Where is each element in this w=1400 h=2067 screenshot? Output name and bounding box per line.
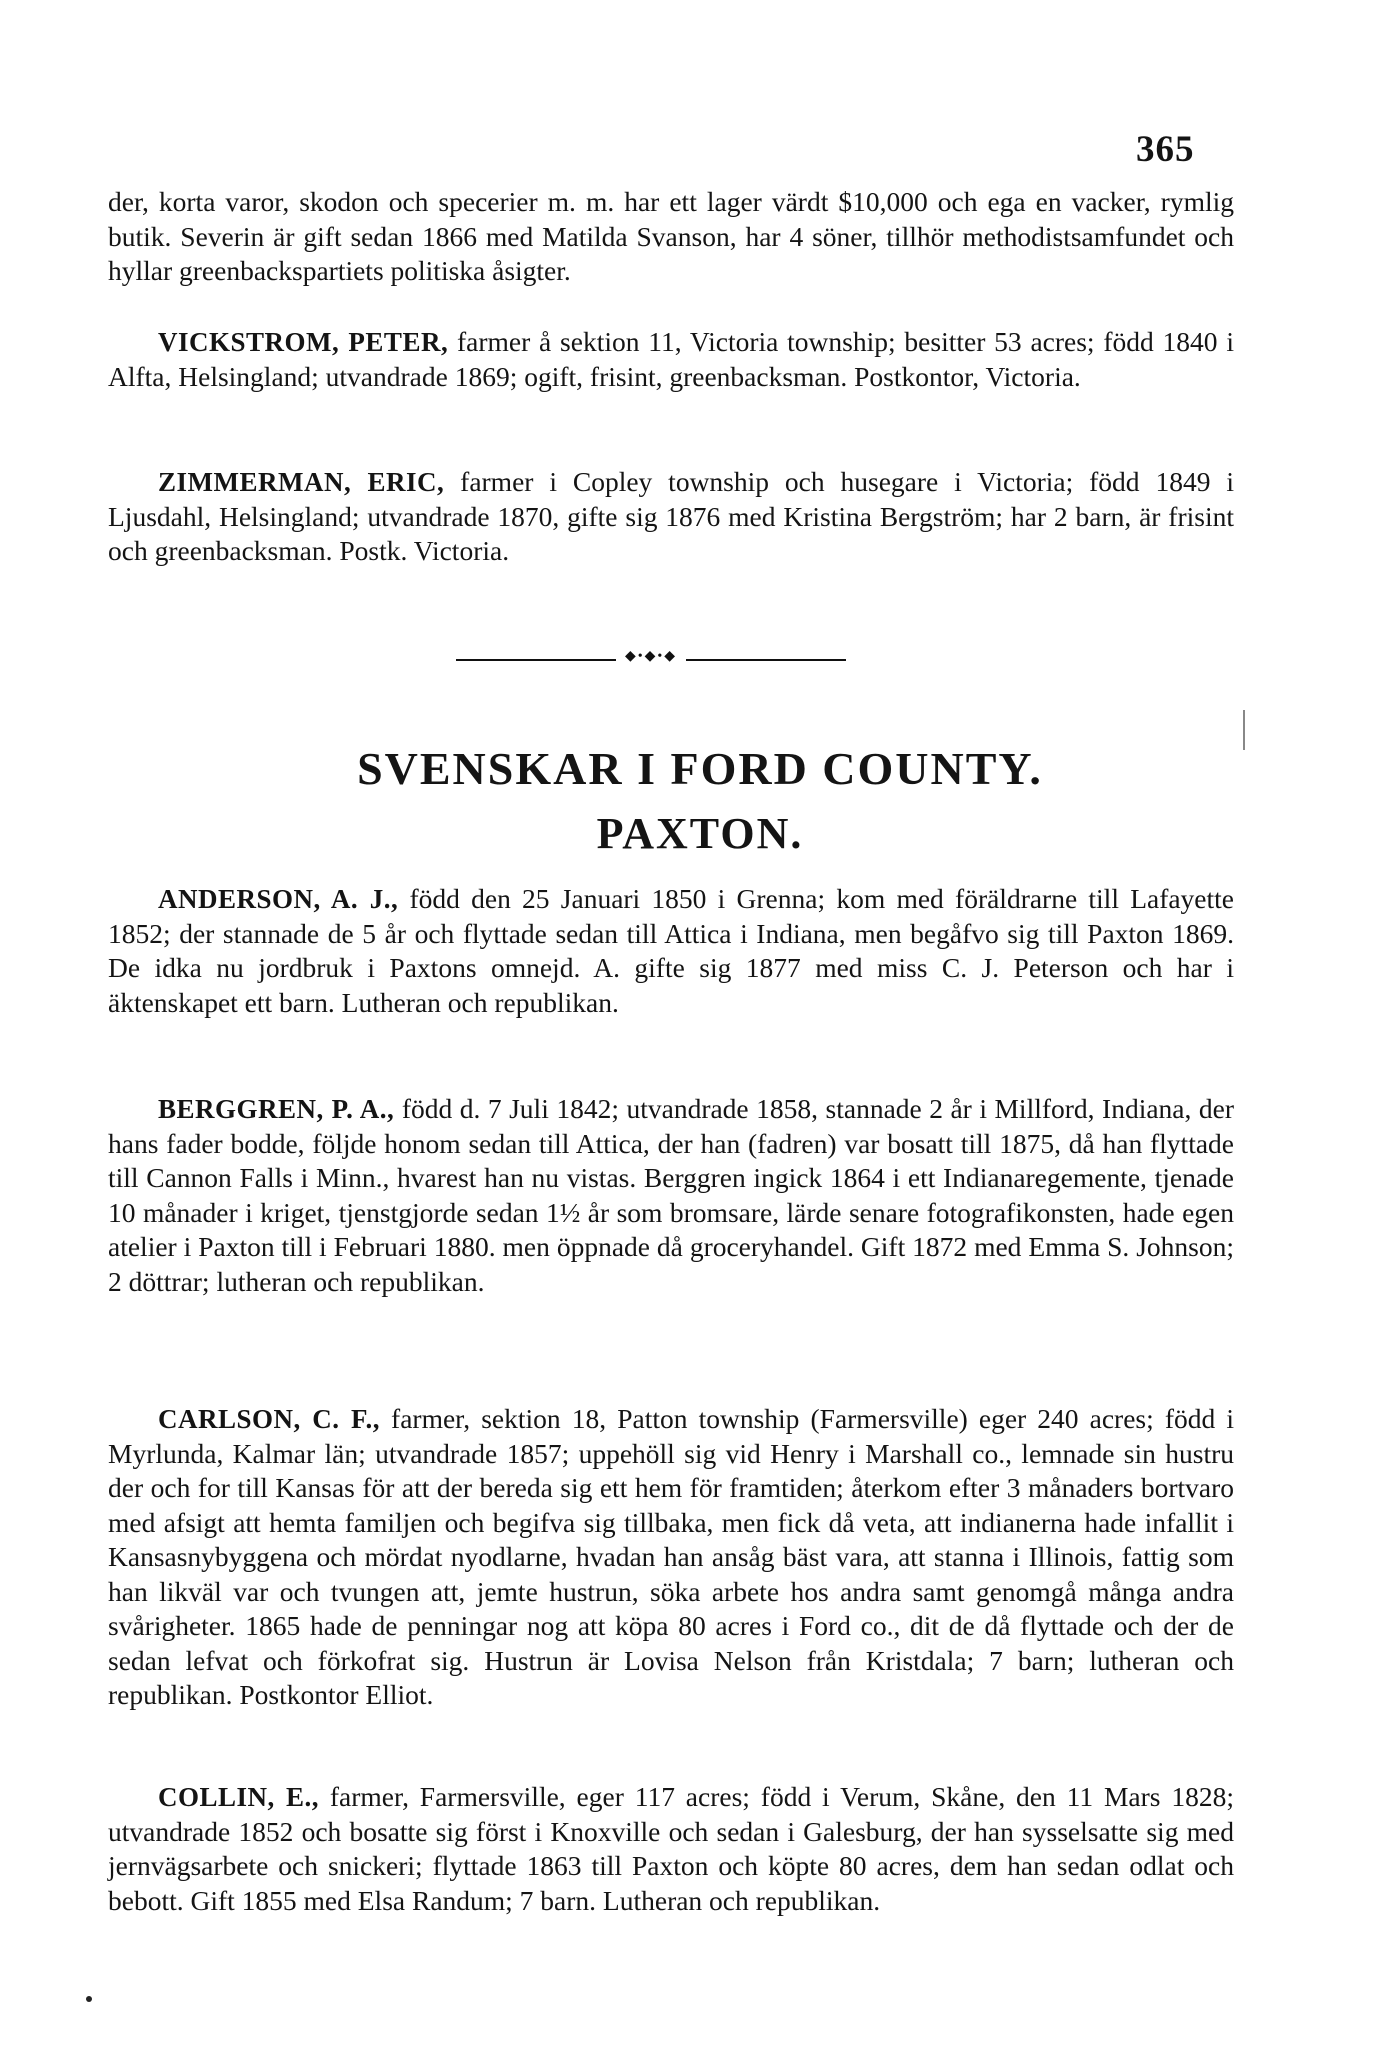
entry-name: ANDERSON, A. J., xyxy=(158,884,399,914)
continuation-paragraph: der, korta varor, skodon och specerier m. m. har ett lager värdt $10,000 och ega en vacker, rymlig butik. Severin är gift sedan 1866 med Matilda Svanson, har 4 söner, tillhör methodistsamfundet och hyllar greenbackspartiets politiska åsigter. xyxy=(108,186,1234,286)
divider-ornament-icon: ◆•◆•◆ xyxy=(624,649,678,664)
entry-collin xyxy=(108,1780,1234,1918)
entry-name: BERGGREN, P. A., xyxy=(158,1094,395,1124)
entry-text: farmer i Copley township och husegare i Victoria; född 1849 i Ljusdahl, Helsingland; utvandrade 1870, gifte sig 1876 med Kristina Bergström; har 2 barn, är frisint och greenbacksman. Postk. Victoria. xyxy=(108,466,1234,566)
entry-carlson xyxy=(108,1402,1234,1713)
entry-name: VICKSTROM, PETER, xyxy=(158,327,449,357)
county-heading: SVENSKAR I FORD COUNTY. xyxy=(357,743,1043,794)
entry-zimmerman xyxy=(108,465,1234,569)
entry-text: född d. 7 Juli 1842; utvandrade 1858, stannade 2 år i Millford, Indiana, der hans fader bodde, följde honom sedan till Attica, der han (fadren) var bosatt till 1875, då han flyttade till Cannon Falls i Minn., hvarest han nu vistas. Berggren ingick 1864 i ett Indianaregemente, tjenade 10 månader i kriget, tjenstgjorde sedan 1½ år som bromsare, lärde senare fotografikonsten, hade egen atelier i Paxton till i Februari 1880. men öppnade då groceryhandel. Gift 1872 med Emma S. Johnson; 2 döttrar; lutheran och republikan. xyxy=(108,1093,1234,1297)
entry-vickstrom xyxy=(108,325,1234,394)
entry-anderson xyxy=(108,882,1234,1020)
ornamental-divider xyxy=(456,649,846,666)
entry-name: COLLIN, E., xyxy=(158,1782,320,1812)
entry-name: CARLSON, C. F., xyxy=(158,1404,380,1434)
margin-mark xyxy=(1243,710,1245,750)
entry-text: farmer, sektion 18, Patton township (Farmersville) eger 240 acres; född i Myrlunda, Kalmar län; utvandrade 1857; uppehöll sig vid Henry i Marshall co., lemnade sin hustru der och for till Kansas för att der bereda sig ett hem för framtiden; återkom efter 3 månaders bortvaro med afsigt att hemta familjen och begifva sig tillbaka, men fick då veta, att indianerna hade infallit i Kansasnybyggena och mördat nyodlarne, hvadan han ansåg bäst vara, att stanna i Illinois, fattig som han likväl var och tvungen att, jemte hustrun, söka arbete hos andra samt genomgå många andra svårigheter. 1865 hade de penningar nog att köpa 80 acres i Ford co., dit de då flyttade och der de sedan lefvat och förkofrat sig. Hustrun är Lovisa Nelson från Kristdala; 7 barn; lutheran och republikan. Postkontor Elliot. xyxy=(108,1403,1234,1710)
page-number: 365 xyxy=(1136,129,1195,170)
entry-text: född den 25 Januari 1850 i Grenna; kom med föräldrarne till Lafayette 1852; der stannade de 5 år och flyttade sedan till Attica i Indiana, men begåfvo sig till Paxton 1869. De idka nu jordbruk i Paxtons omnejd. A. gifte sig 1877 med miss C. J. Peterson och har i äktenskapet ett barn. Lutheran och republikan. xyxy=(108,883,1235,1018)
entry-text: farmer, Farmersville, eger 117 acres; född i Verum, Skåne, den 11 Mars 1828; utvandrade 1852 och bosatte sig först i Knoxville och sedan i Galesburg, der han sysselsatte sig med jernvägsarbete och snickeri; flyttade 1863 till Paxton och köpte 80 acres, dem han sedan odlat och bebott. Gift 1855 med Elsa Randum; 7 barn. Lutheran och republikan. xyxy=(108,1781,1234,1916)
margin-dot xyxy=(86,1996,92,2002)
town-heading: PAXTON. xyxy=(596,809,804,858)
entry-text: farmer å sektion 11, Victoria township; besitter 53 acres; född 1840 i Alfta, Helsingland; utvandrade 1869; ogift, frisint, greenbacksman. Postkontor, Victoria. xyxy=(108,326,1234,392)
entry-berggren xyxy=(108,1092,1234,1299)
entry-name: ZIMMERMAN, ERIC, xyxy=(158,467,445,497)
